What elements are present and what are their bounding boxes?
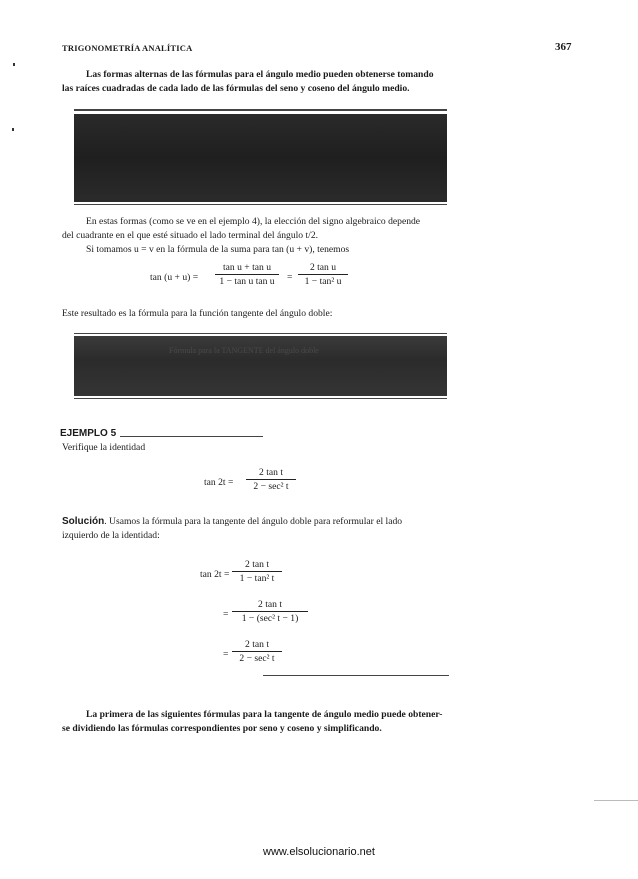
fraction-numerator: tan u + tan u [215, 262, 279, 275]
example-statement [62, 441, 450, 455]
fraction-numerator: 2 tan u [298, 262, 348, 275]
bottom-rule [74, 204, 447, 205]
sum-formula-fraction [298, 262, 348, 287]
equals-sign: = [287, 272, 293, 283]
step-fraction [232, 559, 282, 584]
step-fraction [232, 599, 308, 624]
page-number: 367 [555, 41, 572, 53]
closing-paragraph [62, 708, 450, 736]
result-line: Este resultado es la fórmula para la función tangente del ángulo doble: [62, 308, 333, 319]
solution-paragraph [62, 515, 450, 543]
margin-line [594, 800, 638, 801]
identity-lhs: tan 2t = [204, 477, 234, 488]
fraction-denominator: 2 − sec² t [253, 481, 289, 492]
margin-mark [12, 128, 14, 131]
explanation-paragraph [62, 215, 450, 257]
result-sentence [62, 307, 450, 321]
step-lhs: tan 2t = [200, 569, 230, 580]
top-rule [74, 109, 447, 111]
box-faint-text: Fórmula para la TANGENTE del ángulo doble [169, 346, 319, 355]
intro-line: las raíces cuadradas de cada lado de las fórmulas del seno y coseno del ángulo medio. [62, 83, 410, 94]
explanation-line: del cuadrante en el que esté situado el lado terminal del ángulo t/2. [62, 230, 319, 241]
double-angle-tangent-box [74, 336, 447, 396]
example-title: EJEMPLO 5 [60, 428, 117, 439]
step-lhs: = [223, 609, 229, 620]
running-header: TRIGONOMETRÍA ANALÍTICA [62, 43, 193, 53]
fraction-numerator: 2 tan t [246, 467, 296, 480]
closing-line: se dividiendo las fórmulas correspondientes por seno y coseno y simplificando. [62, 723, 382, 734]
closing-line: La primera de las siguientes fórmulas para la tangente de ángulo medio puede obtener- [86, 709, 443, 720]
fraction-denominator: 1 − tan² u [304, 276, 342, 287]
fraction-denominator: 2 − sec² t [239, 653, 275, 664]
fraction-denominator: 1 − (sec² t − 1) [241, 613, 299, 624]
fraction-denominator: 1 − tan u tan u [219, 276, 275, 287]
fraction-numerator: 2 tan t [232, 599, 308, 612]
fraction-numerator: 2 tan t [232, 559, 282, 572]
margin-mark [13, 63, 15, 66]
footer-link[interactable] [0, 846, 638, 858]
solution-line [62, 515, 450, 529]
derivation-end-rule [263, 675, 449, 676]
example-title-rule [120, 436, 263, 437]
solution-label: Solución [62, 516, 105, 527]
example-statement-line: Verifique la identidad [62, 442, 146, 453]
explanation-line: En estas formas (como se ve en el ejemplo 4), la elección del signo algebraico depende [86, 216, 421, 227]
fraction-denominator: 1 − tan² t [239, 573, 275, 584]
half-angle-formula-box [74, 114, 447, 202]
solution-line: izquierdo de la identidad: [62, 530, 160, 541]
sum-formula-fraction [215, 262, 279, 287]
step-lhs: = [223, 649, 229, 660]
explanation-line: Si tomamos u = v en la fórmula de la suma para tan (u + v), tenemos [86, 244, 350, 255]
solution-text: . Usamos la fórmula para la tangente del ángulo doble para reformular el lado [104, 516, 403, 527]
fraction-numerator: 2 tan t [232, 639, 282, 652]
sum-formula-lhs: tan (u + u) = [150, 272, 199, 283]
intro-paragraph [62, 68, 450, 96]
intro-line: Las formas alternas de las fórmulas para el ángulo medio pueden obtenerse tomando [86, 69, 434, 80]
footer-link-text[interactable]: www.elsolucionario.net [263, 846, 375, 858]
step-fraction [232, 639, 282, 664]
bottom-rule [74, 398, 447, 399]
identity-fraction [246, 467, 296, 492]
top-rule [74, 333, 447, 334]
